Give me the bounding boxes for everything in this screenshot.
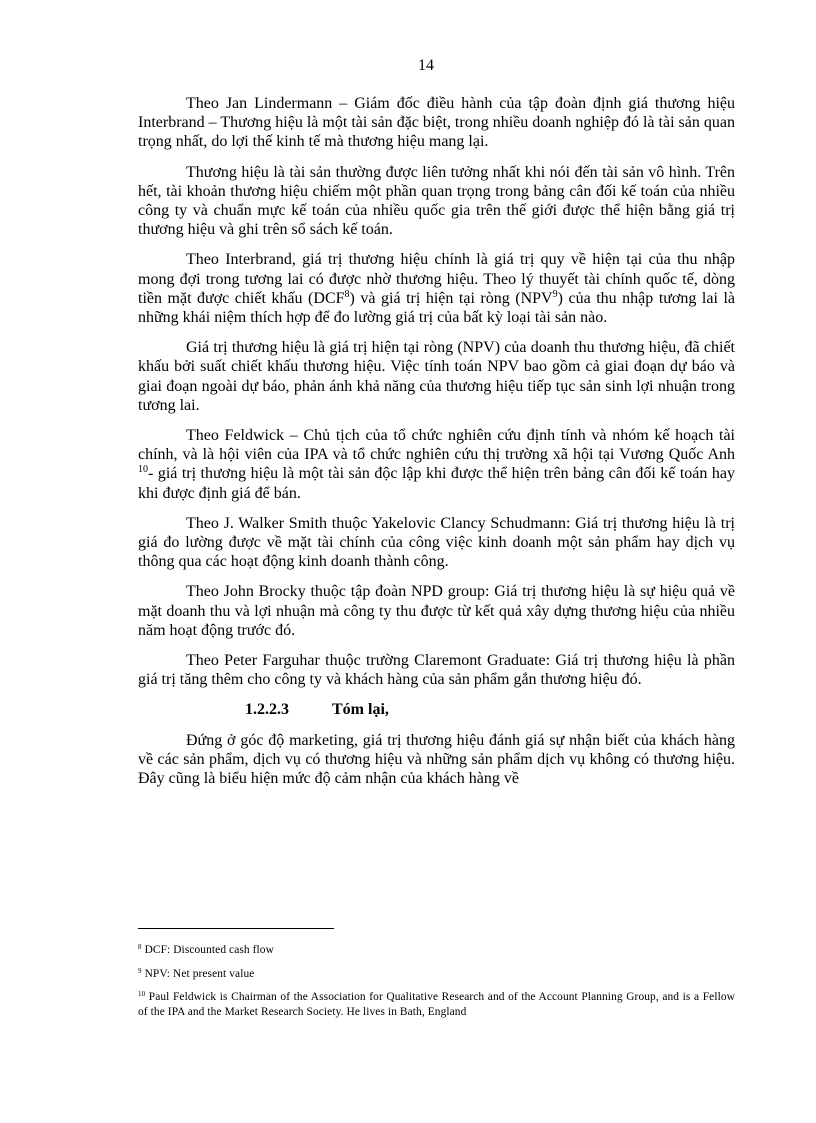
footnote-text: Paul Feldwick is Chairman of the Association for Qualitative Research and of the Account Planning Group, and is a Fellow of the IPA and the Market Research Society. He lives in Bath, England: [138, 991, 735, 1018]
paragraph-brocky: Theo John Brocky thuộc tập đoàn NPD group: Giá trị thương hiệu là sự hiệu quả về mặt doanh thu và lợi nhuận mà công ty thu được từ kết quả xây dựng thương hiệu của nhiều năm hoạt động trước đó.: [138, 583, 735, 639]
footnote-ref-8: 8: [344, 288, 350, 300]
footnote-ref-10: 10: [138, 464, 148, 476]
paragraph-text: Theo Interbrand, giá trị thương hiệu chính là giá trị quy về hiện tại của thu nhập mong đợi trong tương lai có được nhờ thương hiệu. Theo lý thuyết tài chính quốc tế, dòng tiền mặt được chiết khấu (DCF: [138, 251, 735, 307]
paragraph-intangible-asset: Thương hiệu là tài sản thường được liên tưởng nhất khi nói đến tài sản vô hình. Trên hết, tài khoản thương hiệu chiếm một phần quan trọng trong bảng cân đối kế toán của nhiều công ty và chuẩn mực kế toán của nhiều quốc gia trên thế giới được thể hiện bằng giá trị thương hiệu và ghi trên sổ sách kế toán.: [138, 163, 735, 239]
paragraph-walker-smith: Theo J. Walker Smith thuộc Yakelovic Clancy Schudmann: Giá trị thương hiệu là trị giá đo lường được về mặt tài chính của công việc kinh doanh một sản phẩm hay dịch vụ thông qua các hoạt động kinh doanh thành công.: [138, 514, 735, 571]
paragraph-lindermann: Theo Jan Lindermann – Giám đốc điều hành của tập đoàn định giá thương hiệu Interbrand – Thương hiệu là một tài sản đặc biệt, trong nhiều doanh nghiệp đó là tài sản quan trọng nhất, do lợi thế kinh tế mà thương hiệu mang lại.: [138, 95, 735, 151]
paragraph-text: - giá trị thương hiệu là một tài sản độc lập khi được thể hiện trên bảng cân đối kế toán hay khi được định giá để bán.: [138, 465, 735, 502]
footnote-ref-9: 9: [552, 288, 558, 300]
footnote-8: [138, 943, 735, 958]
paragraph-npv: Giá trị thương hiệu là giá trị hiện tại ròng (NPV) của doanh thu thương hiệu, đã chiết khấu bởi suất chiết khấu thương hiệu. Việc tính toán NPV bao gồm cả giai đoạn dự báo và giai đoạn ngoài dự báo, phản ánh khả năng của thương hiệu tiếp tục sản sinh lợi nhuận trong tương lai.: [138, 339, 735, 414]
paragraph-marketing: Đứng ở góc độ marketing, giá trị thương hiệu đánh giá sự nhận biết của khách hàng về các sản phẩm, dịch vụ có thương hiệu và những sản phẩm dịch vụ không có thương hiệu. Đây cũng là biểu hiện mức độ cảm nhận của khách hàng về: [138, 731, 735, 788]
body-text: [138, 94, 735, 799]
footnote-mark: 9: [138, 966, 142, 975]
section-title: Tóm lại,: [332, 701, 389, 719]
paragraph-text: Theo Feldwick – Chủ tịch của tổ chức nghiên cứu định tính và nhóm kế hoạch tài chính, và là hội viên của IPA và tổ chức nghiên cứu thị trường xã hội tại Vương Quốc Anh: [138, 427, 735, 464]
footnote-10: [138, 990, 735, 1019]
footnote-9: [138, 967, 735, 982]
paragraph-feldwick: [138, 426, 735, 503]
footnote-mark: 10: [138, 990, 146, 998]
section-heading: [138, 700, 735, 719]
footnotes: [138, 943, 735, 1028]
paragraph-interbrand: [138, 250, 735, 327]
section-number: 1.2.2.3: [245, 701, 289, 719]
footnote-text: NPV: Net present value: [144, 967, 255, 980]
footnote-mark: 8: [138, 943, 142, 951]
paragraph-text: ) và giá trị hiện tại ròng (NPV: [349, 289, 553, 307]
footnote-separator: [138, 928, 334, 929]
page-number: 14: [418, 57, 434, 74]
paragraph-farguhar: Theo Peter Farguhar thuộc trường Claremont Graduate: Giá trị thương hiệu là phần giá trị tăng thêm cho công ty và khách hàng của sản phẩm gắn thương hiệu đó.: [138, 652, 735, 689]
paragraph-text: ) của thu nhập tương lai là những khái niệm thích hợp để đo lường giá trị của bất kỳ loại tài sản nào.: [138, 289, 735, 327]
footnote-text: DCF: Discounted cash flow: [144, 944, 274, 956]
